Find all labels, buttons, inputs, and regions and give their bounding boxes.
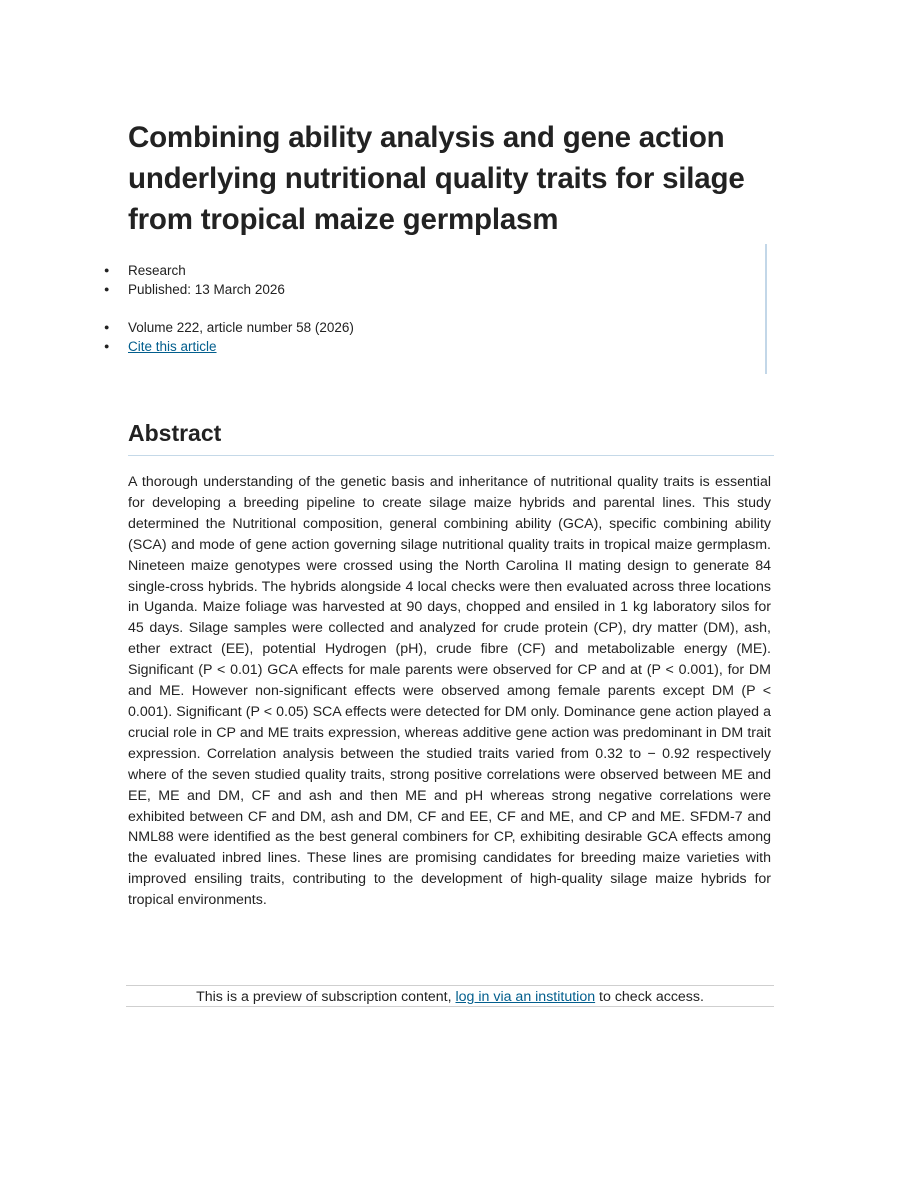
abstract-text: A thorough understanding of the genetic basis and inheritance of nutritional quality traits is essential for developing a breeding pipeline to create silage maize hybrids and parental lines. This study determined the Nutritional composition, general combining ability (GCA), specific combining ability (SCA) and mode of gene action governing silage nutritional quality traits in tropical maize germplasm. Nineteen maize genotypes were crossed using the North Carolina II mating design to generate 84 single-cross hybrids. The hybrids alongside 4 local checks were then evaluated across three locations in Uganda. Maize foliage was harvested at 90 days, chopped and ensiled in 1 kg laboratory silos for 45 days. Silage samples were collected and analyzed for crude protein (CP), dry matter (DM), ash, ether extract (EE), potential Hydrogen (pH), crude fibre (CF) and metabolizable energy (ME). Significant (P < 0.01) GCA effects for male parents were observed for CP and at (P < 0.001), for DM and ME. However non-significant effects were observed among female parents except DM (P < 0.001). Significant (P < 0.05) SCA effects were detected for DM only. Dominance gene action played a crucial role in CP and ME traits expression, whereas additive gene action was predominant in DM trait expression. Correlation analysis between the studied traits varied from 0.32 to − 0.92 respectively where of the seven studied quality traits, strong positive correlations were observed between ME and EE, ME and DM, CF and ash and then ME and pH whereas strong negative correlations were exhibited between CF and DM, ash and DM, CF and EE, CF and ME, and CP and ME. SFDM-7 and NML88 were identified as the best general combiners for CP, exhibiting desirable GCA effects among the evaluated inbred lines. These lines are promising candidates for breeding maize varieties with improved ensiling traits, contributing to the development of high-quality silage maize hybrids for tropical environments.: [128, 474, 771, 909]
volume-info: Volume 222, article number 58 (2026): [128, 320, 354, 335]
article-meta-list: [100, 261, 285, 299]
abstract-heading: Abstract: [128, 420, 222, 446]
article-citation-list: [100, 318, 354, 356]
institution-login-link[interactable]: log in via an institution: [455, 989, 596, 1005]
bullet-icon: ●: [104, 322, 110, 332]
bullet-icon: ●: [104, 284, 110, 294]
article-title: Combining ability analysis and gene action underlying nutritional quality traits for silage from tropical maize germplasm: [128, 121, 745, 236]
published-date-item: [100, 280, 285, 299]
bullet-icon: ●: [104, 341, 110, 351]
cite-this-article-link[interactable]: Cite this article: [128, 339, 217, 354]
volume-item: [100, 318, 354, 337]
access-notice-suffix: to check access.: [595, 989, 704, 1005]
side-divider: [765, 244, 767, 374]
cite-item: [100, 337, 354, 356]
published-date: Published: 13 March 2026: [128, 282, 285, 297]
bullet-icon: ●: [104, 265, 110, 275]
access-notice: [126, 985, 774, 1007]
access-notice-prefix: This is a preview of subscription content,: [196, 989, 456, 1005]
article-type-item: [100, 261, 285, 280]
abstract-divider: [128, 455, 774, 456]
article-type: Research: [128, 263, 186, 278]
